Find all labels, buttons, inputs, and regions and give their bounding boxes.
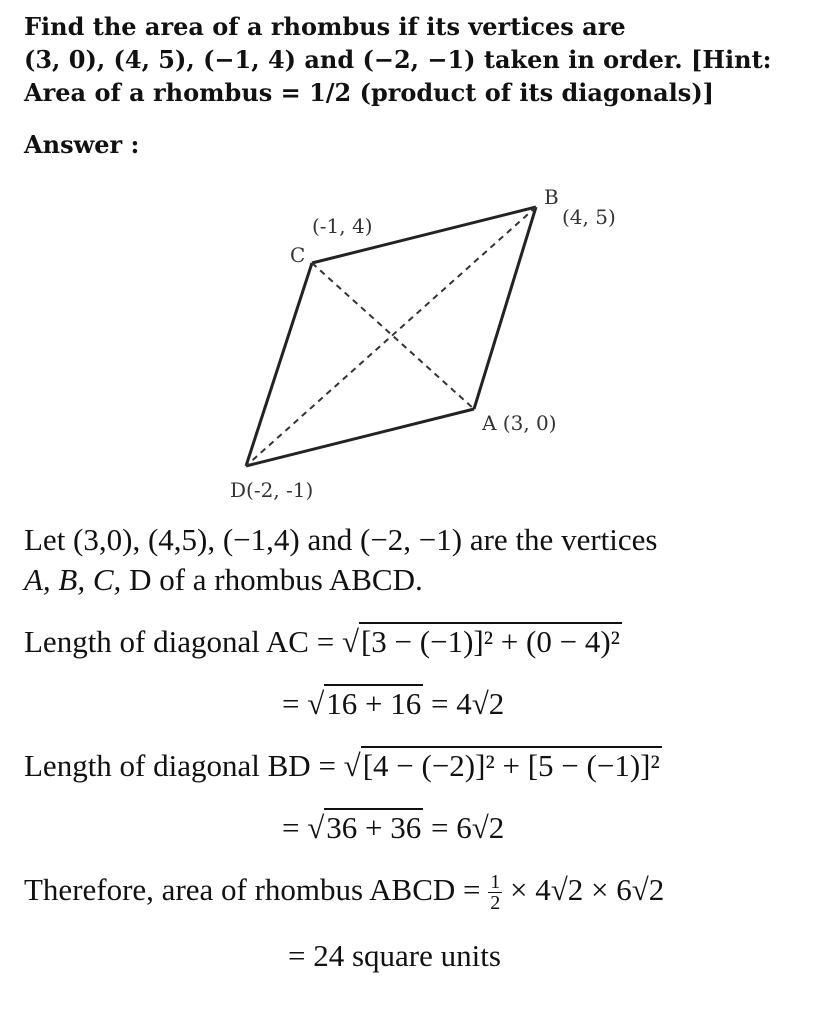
- fraction-numerator: 1: [490, 871, 501, 894]
- answer-label: Answer :: [24, 130, 140, 159]
- bd-prefix: Length of diagonal BD = √: [24, 748, 361, 783]
- vertex-label-c: C: [290, 243, 306, 267]
- bd-radicand: [4 − (−2)]² + [5 − (−1)]²: [362, 748, 660, 783]
- area-formula: [24, 870, 824, 913]
- vertex-coord-b: (4, 5): [562, 205, 616, 229]
- vertex-coord-c: (-1, 4): [312, 214, 373, 238]
- let-line-1: Let (3,0), (4,5), (−1,4) and (−2, −1) are the vertices: [24, 522, 658, 557]
- vertex-label-a: A (3, 0): [482, 411, 557, 435]
- side-ad: [246, 409, 474, 466]
- diagonal-bd-result: [282, 808, 839, 848]
- let-line-2-rest: D of a rhombus ABCD.: [121, 562, 423, 597]
- area-suffix: × 4√2 × 6√2: [502, 872, 665, 907]
- ac-result-radicand: 16 + 16: [326, 686, 422, 721]
- vertex-label-b: B: [544, 185, 559, 209]
- ac-result-suffix: = 4√2: [423, 686, 505, 721]
- ac-result-prefix: = √: [282, 686, 325, 721]
- one-half-fraction: [488, 872, 502, 913]
- ac-radicand: [3 − (−1)]² + (0 − 4)²: [360, 624, 620, 659]
- question-line-1: Find the area of a rhombus if its vertices are: [24, 12, 626, 41]
- question-line-2: (3, 0), (4, 5), (−1, 4) and (−2, −1) taken in order. [Hint:: [24, 45, 772, 74]
- diagonal-bd-formula: [24, 746, 824, 786]
- area-prefix: Therefore, area of rhombus ABCD =: [24, 872, 489, 907]
- diagonal-ac-result: [282, 684, 839, 724]
- fraction-denominator: 2: [490, 892, 501, 915]
- final-answer: = 24 square units: [288, 938, 501, 973]
- bd-result-prefix: = √: [282, 810, 325, 845]
- vertex-label-d: D(-2, -1): [230, 478, 314, 502]
- bd-result-radicand: 36 + 36: [326, 810, 422, 845]
- side-ba: [474, 207, 536, 409]
- diagonal-ac-formula: [24, 622, 824, 662]
- vertex-variables: A, B, C,: [24, 562, 122, 597]
- bd-result-suffix: = 6√2: [423, 810, 505, 845]
- let-line-2: [24, 560, 824, 600]
- question-line-3: Area of a rhombus = 1/2 (product of its diagonals)]: [24, 78, 715, 107]
- ac-prefix: Length of diagonal AC = √: [24, 624, 359, 659]
